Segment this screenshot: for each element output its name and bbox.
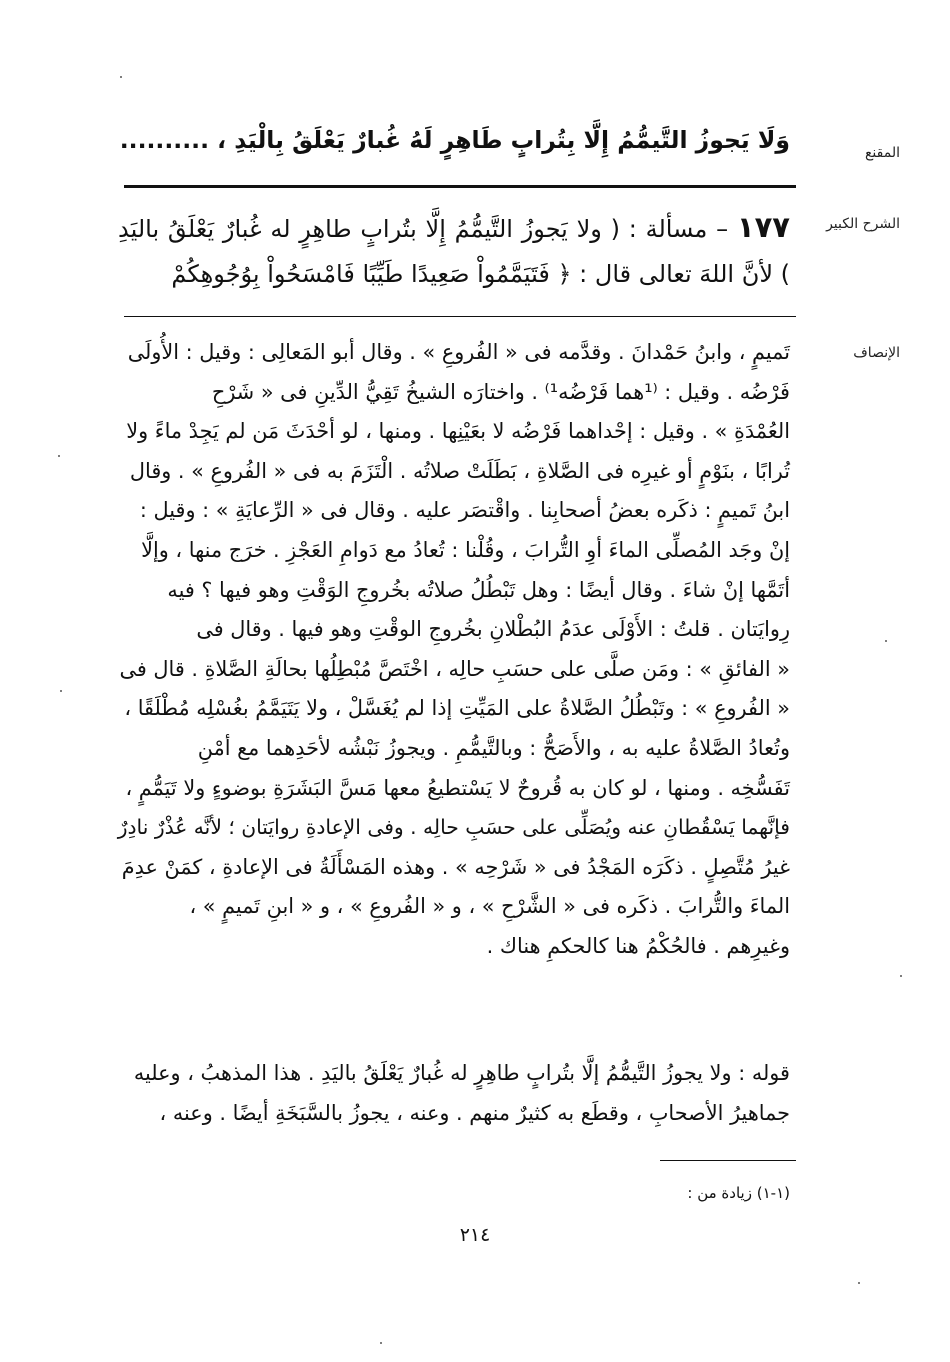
insaf-line: تَميمٍ ، وابنُ حَمْدانَ . وقدَّمه فى « الفُروعِ » . وقال أبو المَعالِى : وقيل : الأُولَى	[127, 340, 790, 364]
insaf-line: « الفُروعِ » : وتَبْطُلُ الصَّلاةُ على المَيِّتِ إذا لم يُغَسَّلْ ، ولا يَتَيَمَّمُ بغُسْلِه مُطْلَقًا ،	[124, 696, 790, 721]
masala-number: ١٧٧	[736, 210, 790, 244]
label-sharh: الشرح الكبير	[826, 216, 900, 232]
insaf-line: وغيرِهم . فالحُكْمُ هنا كالحكمِ هناك .	[486, 933, 790, 958]
sharh-divider	[124, 316, 796, 317]
scan-speck	[380, 1342, 382, 1344]
muqni-divider	[124, 185, 796, 188]
insaf-line: ابنُ تَميمٍ : ذكَره بعضُ أصحابِنا . واقْتصَر عليه . وقال فى « الرِّعايَةِ » : وقيل :	[139, 498, 790, 523]
scan-speck	[60, 690, 62, 692]
scan-speck	[900, 975, 902, 977]
insaf-line: أتَمَّها إنْ شاءَ . وقال أيضًا : وهل تَبْطُلُ صلاتُه بخُروجِ الوَقْتِ وهو فيها ؟ فيه	[167, 577, 790, 602]
insaf-line: تُرابًا ، بنَوْمٍ أو غيرِه فى الصَّلاةِ ، بَطَلَتْ صلاتُه . الْتَزَمَ به فى « الفُروعِ » . وقال	[129, 458, 790, 483]
scan-speck	[58, 455, 60, 457]
muqni-text: وَلَا يَجوزُ التَّيمُّمُ إِلَّا بِتُرابٍ طَاهِرٍ لَهُ غُبارٌ يَعْلَقُ بِالْيَدِ ، ..........	[119, 126, 790, 154]
insaf-line: وتُعادُ الصَّلاةُ عليه به ، والأَصَحُّ : وبالتَّيمُّمِ . ويجوزُ نَبْشُه لأحَدِهما مع أمْنِ	[197, 735, 790, 760]
scan-speck	[885, 640, 887, 642]
insaf-line: رِوايَتان . قلتُ : الأَوْلَى عدَمُ البُطْلانِ بخُروجِ الوقْتِ وهو فيها . وقال فى	[196, 617, 790, 642]
label-muqni: المقنع	[864, 145, 900, 161]
label-insaf: الإنصاف	[853, 345, 900, 361]
page-number: ٢١٤	[459, 1224, 491, 1246]
scan-speck	[120, 76, 122, 78]
footnote-divider	[660, 1160, 796, 1161]
insaf-paragraph	[118, 333, 790, 967]
footnote: (١-١) زيادة من :	[687, 1184, 790, 1202]
insaf-line: إنْ وجَد المُصلِّى الماءَ أوِ التُّرابَ ، وقُلْنا : تُعادُ مع دَوامِ العَجْزِ . خرَج منها ، وإلَّا	[141, 537, 790, 562]
insaf-line: الماءَ والتُّرابَ . ذكَره فى « الشَّرْحِ » ، و « الفُروعِ » ، و « ابنِ تَميمٍ » ،	[189, 894, 790, 919]
insaf-line: العُمْدَةِ » . وقيل : إحْداهما فَرْضُه لا بعَيْنِها . ومنها ، لو أحْدَثَ مَن لم يَجِدْ ماءً ولا	[126, 419, 790, 444]
insaf-line: تَفَسُّخِه . ومنها ، لو كان به قُروحٌ لا يَسْتطيعُ معها مَسَّ البَشَرَةِ بوضوءٍ ولا تَيَمُّمٍ ،	[125, 775, 790, 800]
insaf-line: فإنَّهما يَسْقُطانِ عنه ويُصَلِّى على حسَبِ حالِه . وفى الإعادةِ روايَتان ؛ لأنَّه عُذْرٌ نادِرٌ	[117, 815, 790, 840]
qawl-line: جماهيرُ الأصحابِ ، وقطَع به كثيرٌ منهم . وعنه ، يجوزُ بالسَّبَخَةِ أيضًا . وعنه ،	[159, 1101, 790, 1125]
insaf-line: « الفائقِ » : ومَن صلَّى على حسَبِ حالِه ، اخْتَصَّ مُبْطِلُها بحالَةِ الصَّلاةِ . قال فى	[119, 656, 790, 681]
sharh-paragraph	[118, 205, 790, 297]
scan-speck	[858, 1282, 860, 1284]
qawl-line: قوله : ولا يجوزُ التَّيمُّمُ إلَّا بتُرابٍ طاهِرٍ له غُبارٌ يَعْلَقُ باليَدِ . هذا المذهبُ ، وعليه	[133, 1061, 790, 1085]
insaf-line: غيرُ مُتَّصِلٍ . ذكَرَه المَجْدُ فى « شَرْحِه » . وهذه المَسْأَلَةُ فى الإعادةِ ، كمَنْ عدِمَ	[121, 854, 790, 879]
sharh-text: – مسألة : ( ولا يَجوزُ التَّيمُّمُ إِلَّا بتُرابٍ طاهِرٍ له غُبارٌ يَعْلَقُ باليَدِ ) لأنَّ اللهَ تعالى قال : ﴿ فَتَيَمَّمُواْ صَعِيدًا طَيِّبًا فَامْسَحُواْ بِوُجُوهِكُمْ	[118, 215, 790, 288]
insaf-line: فَرْضُه . وقيل : ⁽¹هما فَرْضُه¹⁾ . واختارَه الشيخُ تَقِيُّ الدِّينِ فى « شَرْحِ	[211, 379, 790, 404]
qawl-paragraph	[118, 1053, 790, 1133]
